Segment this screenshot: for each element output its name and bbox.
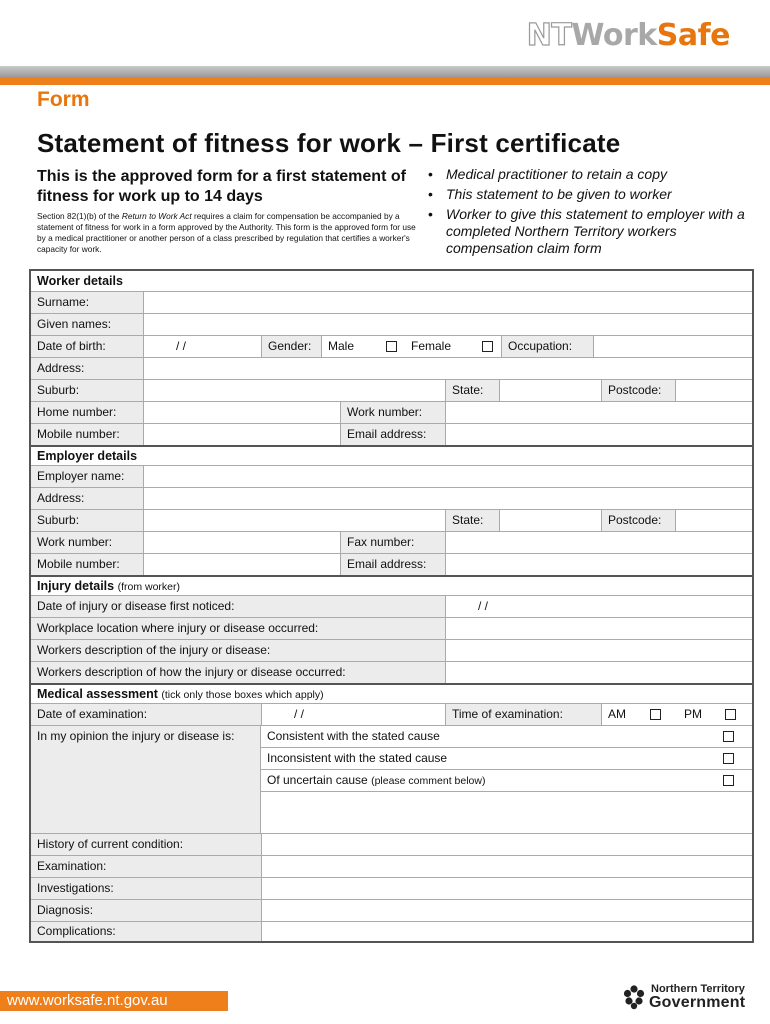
work-number-field[interactable] bbox=[445, 402, 752, 423]
uncertain-comment-field[interactable] bbox=[261, 792, 752, 833]
nt-government-line1: Northern Territory bbox=[651, 983, 745, 995]
investigations-field[interactable] bbox=[261, 878, 752, 899]
consistent-option[interactable] bbox=[261, 726, 752, 747]
field-label: Suburb: bbox=[31, 510, 143, 531]
injury-location-row bbox=[31, 617, 752, 639]
complications-row bbox=[31, 921, 752, 941]
exam-date-field[interactable]: / / bbox=[261, 704, 445, 725]
worker-given-names-row bbox=[31, 313, 752, 335]
am-label: AM bbox=[608, 707, 626, 721]
examination-field[interactable] bbox=[261, 856, 752, 877]
postcode-field[interactable] bbox=[675, 380, 752, 401]
opinion-row-2 bbox=[261, 747, 752, 769]
field-label: Workers description of the injury or disease: bbox=[31, 640, 445, 661]
field-label: Date of injury or disease first noticed: bbox=[31, 596, 445, 617]
uncertain-checkbox[interactable] bbox=[723, 775, 734, 786]
exam-date-row bbox=[31, 703, 752, 725]
employer-work-number-field[interactable] bbox=[143, 532, 340, 553]
complications-field[interactable] bbox=[261, 922, 752, 941]
employer-postcode-field[interactable] bbox=[675, 510, 752, 531]
header-orange-band bbox=[0, 77, 770, 85]
mobile-number-field[interactable] bbox=[143, 424, 340, 445]
home-number-field[interactable] bbox=[143, 402, 340, 423]
nt-government-line2: Government bbox=[649, 994, 746, 1011]
field-label: Time of examination: bbox=[445, 704, 601, 725]
field-label: Mobile number: bbox=[31, 424, 143, 445]
employer-address-row bbox=[31, 487, 752, 509]
field-label: Examination: bbox=[31, 856, 261, 877]
worker-dob-row bbox=[31, 335, 752, 357]
diagnosis-row bbox=[31, 899, 752, 921]
uncertain-label: Of uncertain cause bbox=[267, 773, 368, 787]
field-label: Surname: bbox=[31, 292, 143, 313]
address-field[interactable] bbox=[143, 358, 752, 379]
field-label: Complications: bbox=[31, 922, 261, 941]
field-label: In my opinion the injury or disease is: bbox=[31, 726, 261, 833]
worksafe-logo: NTWorkSafe bbox=[526, 18, 730, 53]
section-header-injury bbox=[31, 575, 752, 595]
section-header-employer bbox=[31, 445, 752, 465]
am-option[interactable] bbox=[601, 704, 678, 725]
opinion-row-3 bbox=[261, 769, 752, 791]
section-title: Worker details bbox=[37, 274, 123, 288]
intro-text: Section 82(1)(b) of the Return to Work Act requires a claim for compensation be accompanied by a statement of fitness for work in a form approved by the Authority. This form is the approved form for use by a medical practitioner or another person of a class prescribed by regulation that certifies a worker's capacity for work. bbox=[37, 211, 416, 254]
worker-mobile-row bbox=[31, 423, 752, 445]
worker-address-row bbox=[31, 357, 752, 379]
gender-male-option[interactable] bbox=[321, 336, 405, 357]
uncertain-option[interactable] bbox=[261, 770, 752, 791]
field-label: State: bbox=[445, 510, 499, 531]
inconsistent-checkbox[interactable] bbox=[723, 753, 734, 764]
footer-url[interactable]: www.worksafe.nt.gov.au bbox=[0, 991, 228, 1011]
employer-email-field[interactable] bbox=[445, 554, 752, 575]
field-label: Investigations: bbox=[31, 878, 261, 899]
field-label: Address: bbox=[31, 358, 143, 379]
form-subtitle: This is the approved form for a first statement of fitness for work up to 14 days bbox=[37, 168, 406, 205]
section-header-worker bbox=[31, 271, 752, 291]
form-label: Form bbox=[37, 88, 90, 111]
field-label: Date of examination: bbox=[31, 704, 261, 725]
field-label: State: bbox=[445, 380, 499, 401]
inconsistent-option[interactable] bbox=[261, 748, 752, 769]
page-title: Statement of fitness for work – First certificate bbox=[37, 128, 621, 158]
field-label: Work number: bbox=[31, 532, 143, 553]
field-label: Gender: bbox=[261, 336, 321, 357]
field-label: Email address: bbox=[340, 554, 445, 575]
worker-suburb-row bbox=[31, 379, 752, 401]
section-header-medical bbox=[31, 683, 752, 703]
employer-mobile-row bbox=[31, 553, 752, 575]
instruction-list bbox=[428, 166, 758, 260]
uncertain-note: (please comment below) bbox=[371, 775, 486, 787]
pm-label: PM bbox=[684, 707, 702, 721]
occupation-field[interactable] bbox=[593, 336, 752, 357]
form-table bbox=[29, 269, 754, 943]
injury-how-row bbox=[31, 661, 752, 683]
field-label: History of current condition: bbox=[31, 834, 261, 855]
section-title: Medical assessment (tick only those boxes which apply) bbox=[37, 687, 324, 701]
state-field[interactable] bbox=[499, 380, 601, 401]
injury-location-field[interactable] bbox=[445, 618, 752, 639]
email-field[interactable] bbox=[445, 424, 752, 445]
section-title: Injury details (from worker) bbox=[37, 579, 181, 593]
field-label: Email address: bbox=[340, 424, 445, 445]
employer-address-field[interactable] bbox=[143, 488, 752, 509]
employer-suburb-field[interactable] bbox=[143, 510, 445, 531]
field-label: Address: bbox=[31, 488, 143, 509]
suburb-field[interactable] bbox=[143, 380, 445, 401]
worker-home-row bbox=[31, 401, 752, 423]
field-label: Mobile number: bbox=[31, 554, 143, 575]
field-label: Suburb: bbox=[31, 380, 143, 401]
instruction-item: • This statement to be given to worker bbox=[428, 186, 758, 203]
field-label: Diagnosis: bbox=[31, 900, 261, 921]
field-label: Occupation: bbox=[501, 336, 593, 357]
field-label: Given names: bbox=[31, 314, 143, 335]
consistent-label: Consistent with the stated cause bbox=[267, 729, 440, 743]
inconsistent-label: Inconsistent with the stated cause bbox=[267, 751, 448, 765]
field-label: Postcode: bbox=[601, 510, 675, 531]
injury-date-field[interactable]: / / bbox=[445, 596, 752, 617]
investigations-row bbox=[31, 877, 752, 899]
section-title: Employer details bbox=[37, 449, 138, 463]
field-label: Date of birth: bbox=[31, 336, 143, 357]
diagnosis-field[interactable] bbox=[261, 900, 752, 921]
instruction-item: • Medical practitioner to retain a copy bbox=[428, 166, 758, 183]
injury-how-field[interactable] bbox=[445, 662, 752, 683]
field-label: Postcode: bbox=[601, 380, 675, 401]
employer-fax-number-field[interactable] bbox=[445, 532, 752, 553]
history-field[interactable] bbox=[261, 834, 752, 855]
field-label: Workers description of how the injury or disease occurred: bbox=[31, 662, 445, 683]
dob-field[interactable]: / / bbox=[143, 336, 261, 357]
field-label: Workplace location where injury or disease occurred: bbox=[31, 618, 445, 639]
history-row bbox=[31, 833, 752, 855]
header-grey-band bbox=[0, 66, 770, 77]
employer-suburb-row bbox=[31, 509, 752, 531]
employer-name-row bbox=[31, 465, 752, 487]
gender-female-option[interactable] bbox=[405, 336, 501, 357]
worker-surname-row bbox=[31, 291, 752, 313]
employer-mobile-number-field[interactable] bbox=[143, 554, 340, 575]
given-names-field[interactable] bbox=[143, 314, 752, 335]
injury-date-row bbox=[31, 595, 752, 617]
uncertain-comment-row bbox=[261, 791, 752, 833]
examination-row bbox=[31, 855, 752, 877]
am-checkbox[interactable] bbox=[650, 709, 661, 720]
injury-description-field[interactable] bbox=[445, 640, 752, 661]
field-label: Employer name: bbox=[31, 466, 143, 487]
employer-state-field[interactable] bbox=[499, 510, 601, 531]
surname-field[interactable] bbox=[143, 292, 752, 313]
pm-option[interactable] bbox=[678, 704, 752, 725]
instruction-item: • Worker to give this statement to employer with a completed Northern Territory workers compensation claim form bbox=[428, 206, 758, 257]
male-checkbox[interactable] bbox=[386, 341, 397, 352]
consistent-checkbox[interactable] bbox=[723, 731, 734, 742]
pm-checkbox[interactable] bbox=[725, 709, 736, 720]
employer-name-field[interactable] bbox=[143, 466, 752, 487]
field-label: Work number: bbox=[340, 402, 445, 423]
female-checkbox[interactable] bbox=[482, 341, 493, 352]
male-label: Male bbox=[328, 339, 355, 353]
female-label: Female bbox=[411, 339, 452, 353]
field-label: Fax number: bbox=[340, 532, 445, 553]
employer-work-row bbox=[31, 531, 752, 553]
injury-description-row bbox=[31, 639, 752, 661]
field-label: Home number: bbox=[31, 402, 143, 423]
